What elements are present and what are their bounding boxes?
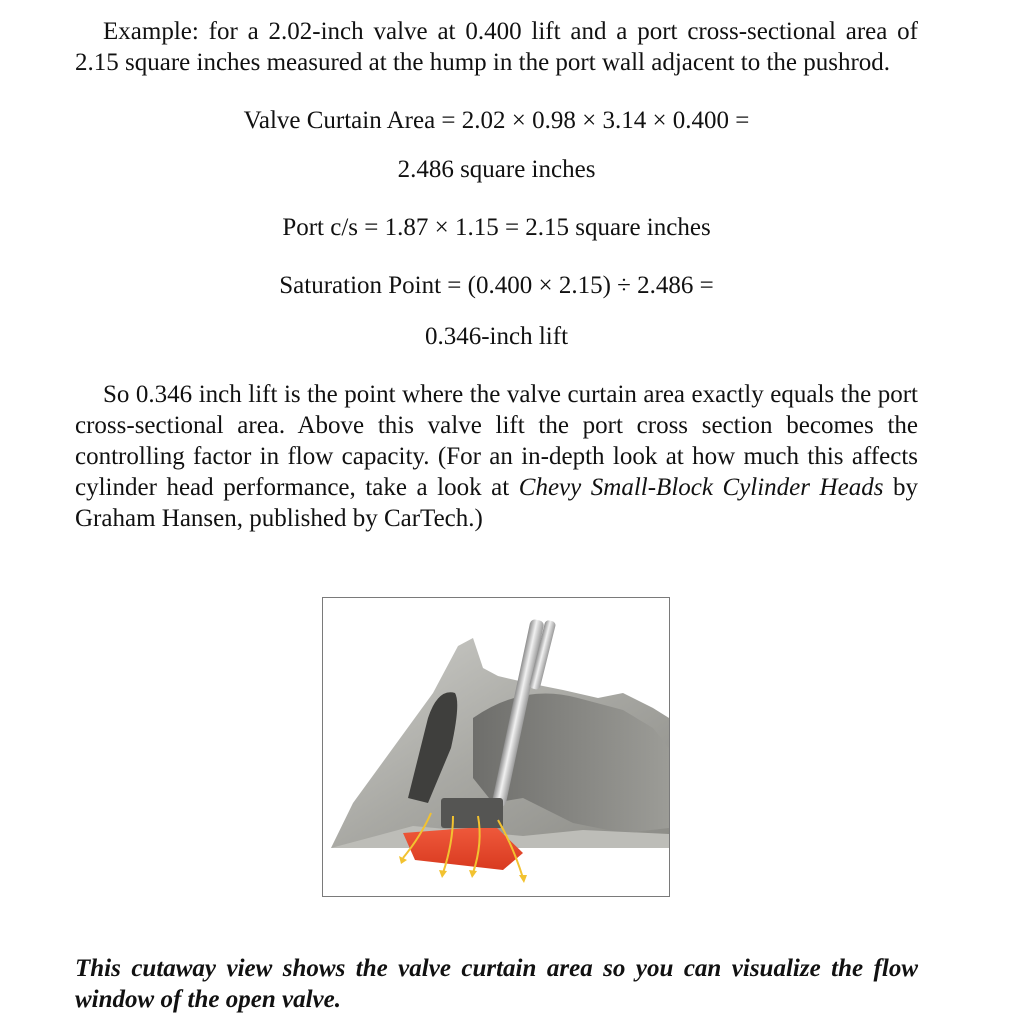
figure-caption: This cutaway view shows the valve curtain area so you can visualize the flow window of the open valve. <box>75 955 918 1013</box>
book-title: Chevy Small-Block Cylinder Heads <box>518 474 884 501</box>
body-text-after-title: by Graham Hansen, published by CarTech.) <box>75 474 919 532</box>
figure-cutaway-photo <box>322 597 670 897</box>
intro-paragraph: Example: for a 2.02-inch valve at 0.400 lift and a port cross-sectional area of 2.15 square inches measured at the hump in the port wall adjacent to the pushrod. <box>75 18 918 76</box>
body-text-before-title: So 0.346 inch lift is the point where the valve curtain area exactly equals the port cross-sectional area. Above this valve lift the port cross section becomes the controlling factor in flow capacity. (For an in-depth look at how much this affects cylinder head performance, take a look at <box>75 381 918 501</box>
flow-arrowhead <box>439 870 447 878</box>
equation-curtain-result: 2.486 square inches <box>397 156 596 183</box>
page-content <box>75 16 918 534</box>
equation-curtain-area: Valve Curtain Area = 2.02 × 0.98 × 3.14 × 0.400 = <box>243 107 750 134</box>
body-paragraph <box>75 379 918 534</box>
equation-saturation: Saturation Point = (0.400 × 2.15) ÷ 2.486 = <box>279 272 714 299</box>
valve-head-shape <box>441 798 503 828</box>
equation-port-cs: Port c/s = 1.87 × 1.15 = 2.15 square inches <box>282 214 711 241</box>
equation-saturation-result: 0.346-inch lift <box>424 323 569 350</box>
cylinder-head-cutaway-illustration <box>323 598 669 896</box>
flow-arrowhead <box>469 870 477 878</box>
flow-arrowhead <box>519 875 527 883</box>
